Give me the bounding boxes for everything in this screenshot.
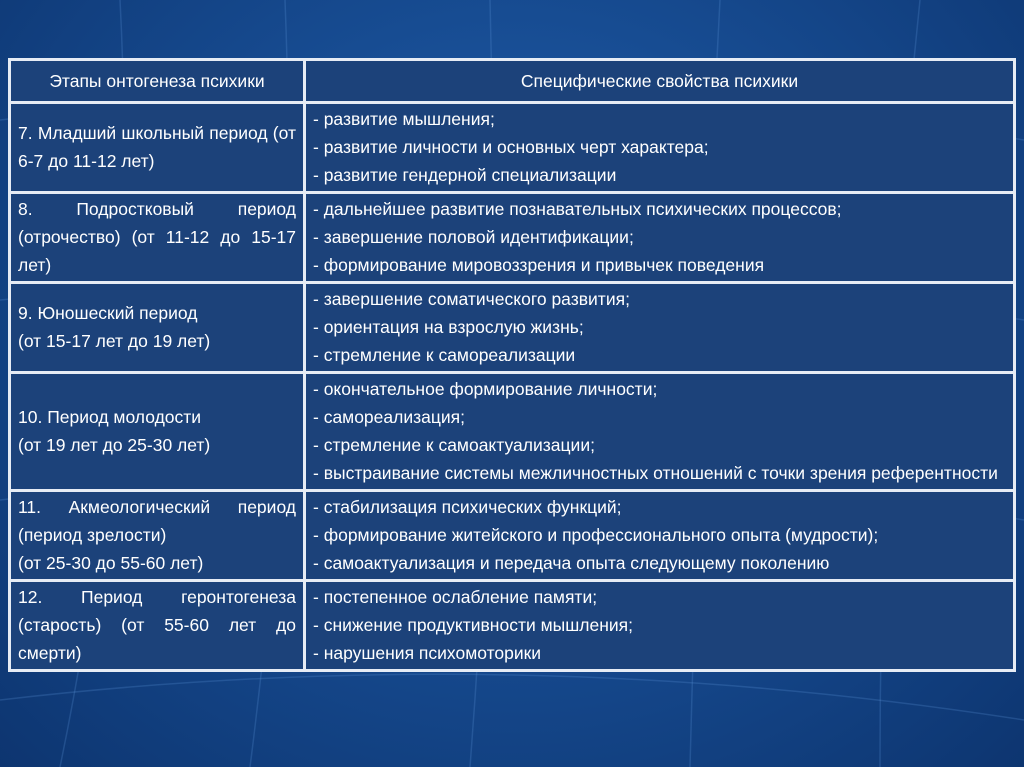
header-stages: Этапы онтогенеза психики: [10, 60, 305, 103]
property-item: - формирование мировоззрения и привычек поведения: [313, 255, 765, 275]
table-row: [10, 581, 1015, 671]
stage-line: 11. Акмеологический период: [18, 497, 296, 517]
property-item: - самоактуализация и передача опыта следующему поколению: [313, 553, 830, 573]
property-item: - нарушения психомоторики: [313, 643, 542, 663]
stage-line: 10. Период молодости: [18, 407, 202, 427]
property-item: - самореализация;: [313, 407, 466, 427]
property-item: - развитие личности и основных черт характера;: [313, 137, 709, 157]
property-item: - формирование житейского и профессионального опыта (мудрости);: [313, 525, 879, 545]
stage-cell: 12. Период геронтогенеза (старость) (от 55-60 лет до смерти): [10, 581, 305, 671]
property-item: - завершение половой идентификации;: [313, 227, 634, 247]
table-row: [10, 491, 1015, 581]
table-row: [10, 283, 1015, 373]
stage-cell: [10, 491, 305, 581]
properties-cell: [305, 373, 1015, 491]
stage-line: (от 19 лет до 25-30 лет): [18, 435, 211, 455]
properties-cell: [305, 491, 1015, 581]
stage-cell: [10, 373, 305, 491]
stage-line: (период зрелости): [18, 525, 167, 545]
property-item: - ориентация на взрослую жизнь;: [313, 317, 584, 337]
properties-cell: [305, 103, 1015, 193]
property-item: - выстраивание системы межличностных отношений с точки зрения референтности: [313, 463, 998, 483]
property-item: - стремление к самореализации: [313, 345, 576, 365]
header-properties: Специфические свойства психики: [305, 60, 1015, 103]
table-row: [10, 193, 1015, 283]
stage-line: (от 25-30 до 55-60 лет): [18, 553, 204, 573]
properties-cell: [305, 581, 1015, 671]
table-row: [10, 103, 1015, 193]
stage-line: (от 15-17 лет до 19 лет): [18, 331, 211, 351]
property-item: - стабилизация психических функций;: [313, 497, 622, 517]
table-row: [10, 373, 1015, 491]
stage-line: 9. Юношеский период: [18, 303, 198, 323]
property-item: - завершение соматического развития;: [313, 289, 630, 309]
property-item: - дальнейшее развитие познавательных психических процессов;: [313, 199, 842, 219]
property-item: - постепенное ослабление памяти;: [313, 587, 598, 607]
stage-cell: [10, 283, 305, 373]
ontogenesis-table: [8, 58, 1016, 672]
properties-cell: [305, 193, 1015, 283]
properties-cell: [305, 283, 1015, 373]
property-item: - развитие мышления;: [313, 109, 495, 129]
stage-cell: 8. Подростковый период (отрочество) (от 11-12 до 15-17 лет): [10, 193, 305, 283]
property-item: - окончательное формирование личности;: [313, 379, 658, 399]
stage-cell: 7. Младший школьный период (от 6-7 до 11-12 лет): [10, 103, 305, 193]
property-item: - снижение продуктивности мышления;: [313, 615, 633, 635]
table-header-row: [10, 60, 1015, 103]
property-item: - развитие гендерной специализации: [313, 165, 617, 185]
property-item: - стремление к самоактуализации;: [313, 435, 595, 455]
